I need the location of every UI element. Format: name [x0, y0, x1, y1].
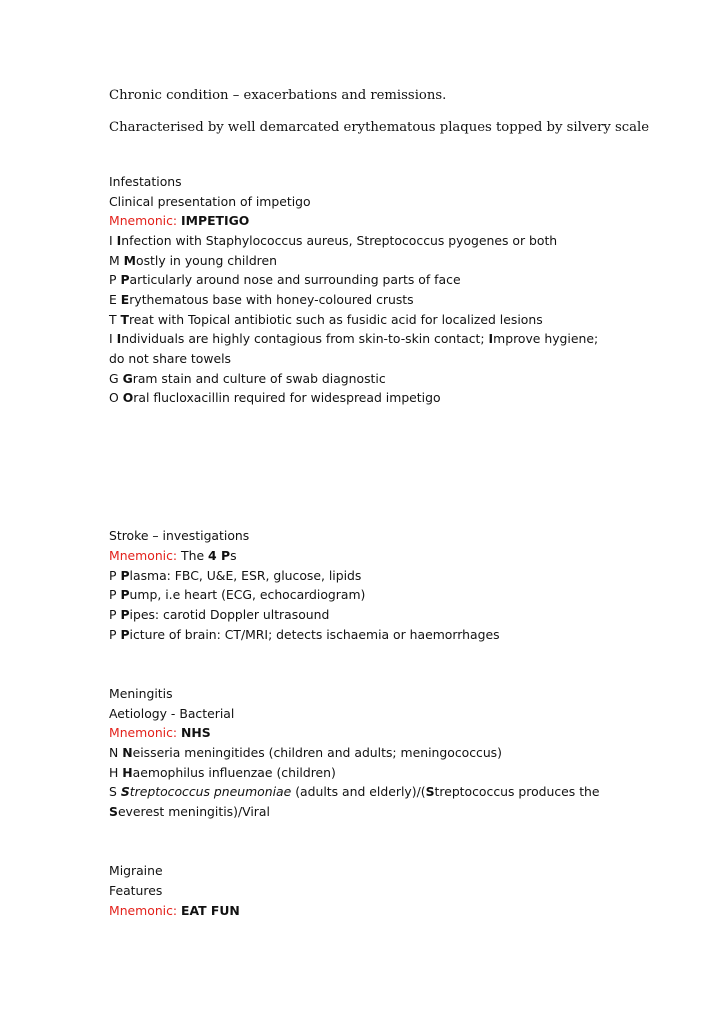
stroke-item-plasma: P Plasma: FBC, U&E, ESR, glucose, lipids — [109, 568, 362, 583]
meningitis-item-s-continuation: Severest meningitis)/Viral — [109, 804, 270, 819]
meningitis-mnemonic — [109, 725, 211, 741]
stroke-item-picture: P Picture of brain: CT/MRI; detects ischaemia or haemorrhages — [109, 627, 500, 642]
migraine-heading: Migraine — [109, 863, 163, 878]
stroke-mnemonic: Mnemonic: The 4 Ps — [109, 548, 237, 563]
mnemonic-word: EAT FUN — [181, 903, 240, 918]
mnemonic-label: Mnemonic: — [109, 903, 182, 918]
meningitis-subheading: Aetiology - Bacterial — [109, 706, 235, 721]
impetigo-item-i2: I Individuals are highly contagious from skin-to-skin contact; Improve hygiene; — [109, 331, 599, 346]
impetigo-subheading: Clinical presentation of impetigo — [109, 194, 311, 209]
mnemonic-word: IMPETIGO — [181, 213, 250, 228]
migraine-subheading: Features — [109, 883, 163, 898]
stroke-heading: Stroke – investigations — [109, 528, 250, 543]
impetigo-item-m: M Mostly in young children — [109, 253, 277, 268]
impetigo-item-i2-continuation: do not share towels — [109, 351, 231, 366]
stroke-item-pipes: P Pipes: carotid Doppler ultrasound — [109, 607, 330, 622]
intro-line-2: Characterised by well demarcated erythematous plaques topped by silvery scale — [109, 120, 650, 135]
impetigo-item-e: E Erythematous base with honey-coloured crusts — [109, 292, 414, 307]
meningitis-item-s: S Streptococcus pneumoniae (adults and elderly)/(Streptococcus produces the — [109, 784, 600, 799]
migraine-mnemonic — [109, 903, 240, 919]
mnemonic-word: NHS — [181, 725, 211, 740]
mnemonic-label: Mnemonic: — [109, 725, 182, 740]
mnemonic-label: Mnemonic: — [109, 548, 182, 563]
impetigo-item-g: G Gram stain and culture of swab diagnostic — [109, 371, 386, 386]
impetigo-item-o: O Oral flucloxacillin required for widespread impetigo — [109, 390, 441, 405]
impetigo-item-t: T Treat with Topical antibiotic such as fusidic acid for localized lesions — [109, 312, 543, 327]
meningitis-item-h: H Haemophilus influenzae (children) — [109, 765, 336, 780]
stroke-item-pump: P Pump, i.e heart (ECG, echocardiogram) — [109, 587, 366, 602]
mnemonic-label: Mnemonic: — [109, 213, 182, 228]
meningitis-heading: Meningitis — [109, 686, 173, 701]
impetigo-heading: Infestations — [109, 174, 182, 189]
impetigo-mnemonic — [109, 213, 249, 229]
impetigo-item-i: I Infection with Staphylococcus aureus, Streptococcus pyogenes or both — [109, 233, 558, 248]
meningitis-item-n: N Neisseria meningitides (children and adults; meningococcus) — [109, 745, 502, 760]
impetigo-item-p: P Particularly around nose and surrounding parts of face — [109, 272, 461, 287]
intro-line-1: Chronic condition – exacerbations and remissions. — [109, 88, 447, 103]
